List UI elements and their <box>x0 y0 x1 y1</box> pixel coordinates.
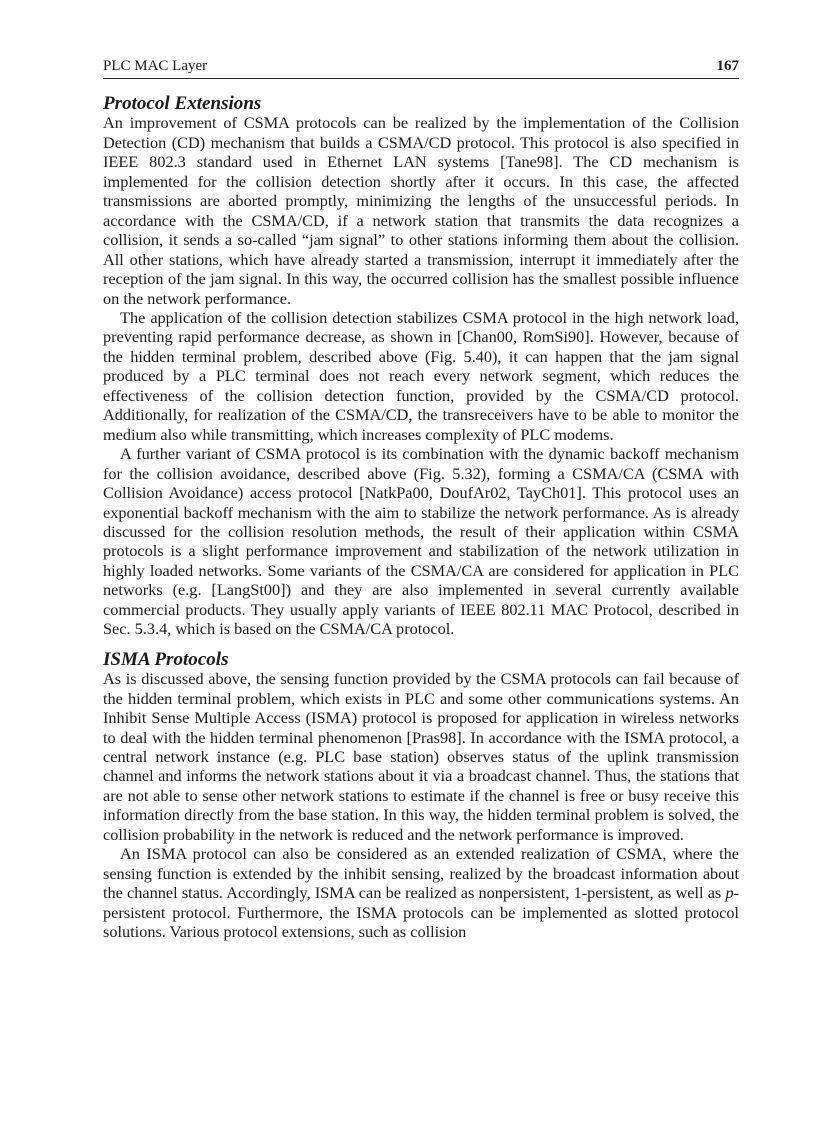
page-number: 167 <box>716 58 739 74</box>
paragraph-text: -persistent protocol. Furthermore, the ISMA protocols can be implemented as slotted protocol solutions. Various protocol extensions, such as collision <box>103 883 739 942</box>
section-heading-isma-protocols: ISMA Protocols <box>103 648 229 670</box>
paragraph: An improvement of CSMA protocols can be realized by the implementation of the Collision Detection (CD) mechanism that builds a CSMA/CD protocol. This protocol is also specified in IEEE 802.3 standard used in Ethernet LAN systems [Tane98]. The CD mechanism is implemented for the collision detection shortly after it occurs. In this case, the affected transmissions are aborted promptly, minimizing the lengths of the unsuccessful periods. In accordance with the CSMA/CD, if a network station that transmits the data recognizes a collision, it sends a so-called “jam signal” to other stations informing them about the collision. All other stations, which have already started a transmission, interrupt it immediately after the reception of the jam signal. In this way, the occurred collision has the smallest possible influence on the network performance. <box>103 113 739 308</box>
italic-symbol-p: p <box>725 883 734 903</box>
paragraph: A further variant of CSMA protocol is its combination with the dynamic backoff mechanism for the collision avoidance, described above (Fig. 5.32), forming a CSMA/CA (CSMA with Collision Avoidance) access protocol [NatkPa00, DoufAr02, TayCh01]. This protocol uses an exponential backoff mechanism with the aim to stabilize the network performance. As is already discussed for the collision resolution methods, the result of their application within CSMA protocols is a slight performance improvement and stabilization of the network utilization in highly loaded networks. Some variants of the CSMA/CA are considered for application in PLC networks (e.g. [LangSt00]) and they are also implemented in several currently available commercial products. They usually apply variants of IEEE 802.11 MAC Protocol, described in Sec. 5.3.4, which is based on the CSMA/CA protocol. <box>103 444 739 639</box>
paragraph: As is discussed above, the sensing function provided by the CSMA protocols can fail because of the hidden terminal problem, which exists in PLC and some other communications systems. An Inhibit Sense Multiple Access (ISMA) protocol is proposed for application in wireless networks to deal with the hidden terminal phenomenon [Pras98]. In accordance with the ISMA protocol, a central network instance (e.g. PLC base station) observes status of the uplink transmission channel and informs the network stations about it via a broadcast channel. Thus, the stations that are not able to sense other network stations to estimate if the channel is free or busy receive this information directly from the base station. In this way, the hidden terminal problem is solved, the collision probability in the network is reduced and the network performance is improved. <box>103 669 739 844</box>
paragraph: The application of the collision detection stabilizes CSMA protocol in the high network load, preventing rapid performance decrease, as shown in [Chan00, RomSi90]. However, because of the hidden terminal problem, described above (Fig. 5.40), it can happen that the jam signal produced by a PLC terminal does not reach every network segment, which reduces the effectiveness of the collision detection function, provided by the CSMA/CD protocol. Additionally, for realization of the CSMA/CD, the transreceivers have to be able to monitor the medium also while transmitting, which increases complexity of PLC modems. <box>103 307 739 444</box>
paragraph <box>103 844 739 941</box>
document-page <box>103 56 739 941</box>
chapter-title: PLC MAC Layer <box>103 58 208 74</box>
running-header <box>103 56 739 79</box>
paragraph-text: An ISMA protocol can also be considered as an extended realization of CSMA, where the sensing function is extended by the inhibit sensing, realized by the broadcast information about the channel status. Accordingly, ISMA can be realized as nonpersistent, 1-persistent, as well as <box>103 844 739 903</box>
section-heading-protocol-extensions: Protocol Extensions <box>103 93 262 114</box>
